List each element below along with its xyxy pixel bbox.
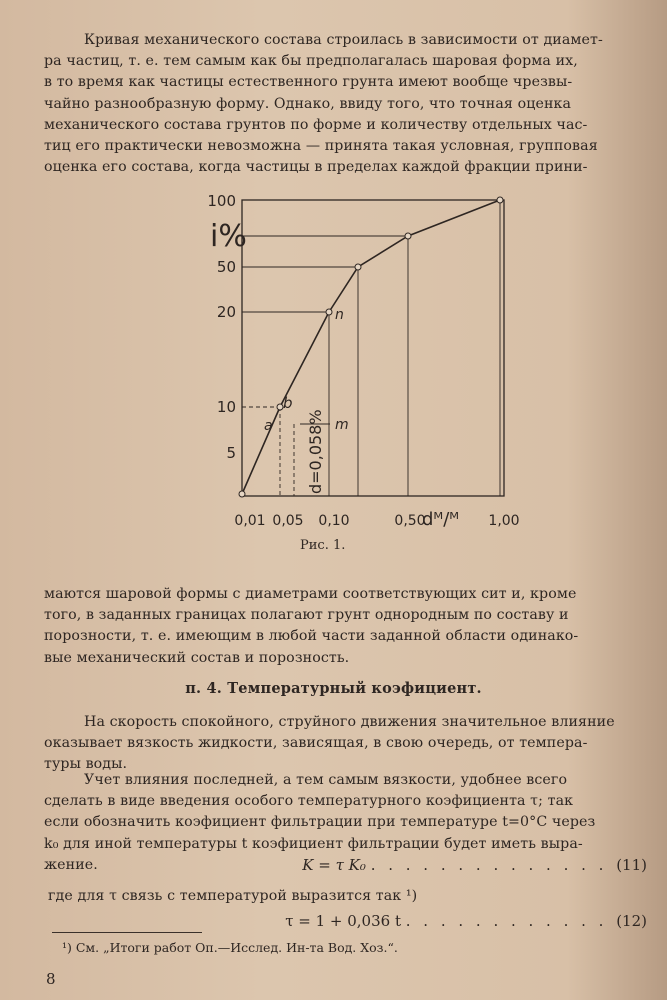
- text-line: На скорость спокойного, струйного движения значительное влияние: [84, 714, 615, 730]
- data-points: [239, 197, 503, 497]
- equation-11: [302, 856, 647, 874]
- y-tick-label: 100: [207, 192, 236, 210]
- x-tick-label: 0,10: [318, 513, 350, 529]
- x-tick-label: 0,01: [234, 513, 266, 529]
- text-line: k₀ для иной температуры t коэфициент фильтрации будет иметь выра-: [44, 835, 583, 852]
- x-tick-label: 1,00: [488, 513, 520, 529]
- text-line: чайно разнообразную форму. Однако, ввиду того, что точная оценка: [44, 95, 572, 112]
- y-tick-label: 50: [216, 258, 236, 276]
- point-label-m: m: [335, 417, 349, 433]
- x-axis-title: dᴹ/ᴹ: [422, 509, 460, 530]
- equation-12-number: (12): [616, 912, 647, 930]
- data-point: [405, 233, 411, 239]
- chart-frame: [242, 200, 504, 496]
- data-point: [355, 264, 361, 270]
- text-between-equations: где для τ связь с температурой выразится так ¹): [48, 888, 418, 904]
- footnote-rule: [52, 932, 202, 933]
- leader-dots: . . . . . . . . . . . .: [405, 912, 617, 930]
- text-line: вые механический состав и порозность.: [44, 649, 350, 666]
- diameter-annotation: d=0,058%: [306, 409, 325, 494]
- text-line: того, в заданных границах полагают грунт однородным по составу и: [44, 607, 569, 624]
- y-tick-label: 20: [216, 303, 236, 321]
- text-line: порозности, т. е. имеющим в любой части заданной области одинако-: [44, 628, 579, 645]
- equation-12: [285, 912, 647, 930]
- figure-caption: Рис. 1.: [300, 538, 346, 553]
- grain-size-curve: [242, 200, 500, 494]
- text-line: сделать в виде введения особого температурного коэфициента τ; так: [44, 793, 574, 810]
- leader-dots: . . . . . . . . . . . . . .: [370, 856, 617, 874]
- x-tick-label: 0,50: [394, 513, 426, 529]
- y-tick-label: 10: [216, 398, 236, 416]
- x-tick-label: 0,05: [272, 513, 304, 529]
- text-line: туры воды.: [44, 756, 128, 773]
- paragraph-3: [44, 712, 664, 776]
- paragraph-1: [44, 30, 664, 178]
- point-label-b: b: [283, 394, 293, 412]
- particle-size-chart: [190, 182, 530, 532]
- equation-11-formula: K = τ K₀: [302, 856, 366, 874]
- y-tick-label: 5: [226, 444, 236, 462]
- point-label-n: n: [335, 307, 344, 323]
- section-heading: п. 4. Температурный коэфициент.: [185, 680, 482, 697]
- footnote: ¹) См. „Итоги работ Оп.—Исслед. Ин-та Вод. Хоз.“.: [62, 940, 398, 955]
- text-line: Учет влияния последней, а тем самым вязкости, удобнее всего: [84, 772, 568, 788]
- data-point: [326, 309, 332, 315]
- text-line: если обозначить коэфициент фильтрации при температуре t=0°C через: [44, 814, 596, 831]
- text-line: тиц его практически невозможна — принята такая условная, групповая: [44, 138, 598, 155]
- text-line: оказывает вязкость жидкости, зависящая, в свою очередь, от темпера-: [44, 735, 588, 752]
- text-line: жение.: [44, 856, 98, 873]
- equation-12-formula: τ = 1 + 0,036 t: [285, 912, 401, 930]
- equation-11-number: (11): [616, 856, 647, 874]
- text-line: маются шаровой формы с диаметрами соответствующих сит и, кроме: [44, 586, 577, 602]
- text-line: оценка его состава, когда частицы в пределах каждой фракции прини-: [44, 159, 588, 176]
- text-line: механического состава грунтов по форме и количеству отдельных час-: [44, 116, 588, 133]
- y-axis-title: i%: [210, 219, 247, 254]
- x-tick-labels: [234, 513, 519, 529]
- figure-1: [190, 182, 530, 532]
- point-label-a: a: [264, 418, 273, 434]
- text-line: в то время как частицы естественного грунта имеют вообще чрезвы-: [44, 74, 573, 91]
- text-line: ра частиц, т. е. тем самым как бы предполагалась шаровая форма их,: [44, 53, 578, 70]
- page-number: 8: [46, 970, 56, 988]
- data-point: [239, 491, 245, 497]
- text-line: Кривая механического состава строилась в зависимости от диамет-: [84, 32, 603, 48]
- data-point: [497, 197, 503, 203]
- guide-lines: [242, 200, 500, 496]
- paragraph-2: [44, 584, 664, 669]
